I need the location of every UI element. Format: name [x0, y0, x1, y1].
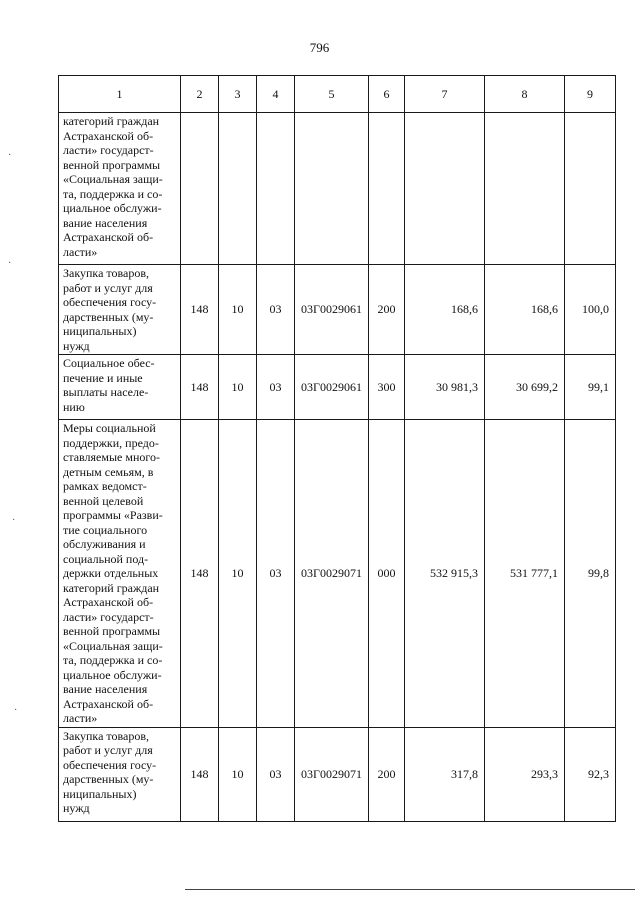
description-line: Астраханской об-	[63, 230, 154, 244]
scan-mark: ·	[14, 705, 18, 716]
code-section: 10	[219, 420, 257, 728]
description-line: венной программы	[63, 624, 161, 638]
code-section: 10	[219, 265, 257, 355]
description-line: ласти»	[63, 711, 98, 725]
amount-planned	[405, 113, 485, 265]
scan-mark: ·	[12, 515, 16, 526]
column-header: 2	[181, 76, 219, 113]
column-header: 3	[219, 76, 257, 113]
description-line: Закупка товаров,	[63, 266, 149, 280]
description-line: обслуживания и	[63, 537, 146, 551]
column-header: 7	[405, 76, 485, 113]
description-line: детным семьям, в	[63, 464, 154, 479]
code-subsection: 03	[257, 727, 295, 821]
description-line: венной программы	[63, 157, 161, 172]
column-header: 1	[59, 76, 181, 113]
table-row	[59, 265, 616, 355]
description-line: Астраханской об-	[63, 696, 154, 711]
amount-planned: 317,8	[405, 727, 485, 821]
code-admin: 148	[181, 355, 219, 420]
percent-executed	[565, 113, 616, 265]
code-expense-type: 200	[369, 727, 405, 821]
code-subsection: 03	[257, 265, 295, 355]
description-line: ласти» государст-	[63, 609, 154, 624]
description-line: Астраханской об-	[63, 595, 154, 609]
description-line: ласти»	[63, 244, 98, 259]
row-description	[59, 355, 181, 420]
code-expense-type	[369, 113, 405, 265]
page-number: 796	[309, 40, 330, 55]
percent-executed: 100,0	[565, 265, 616, 355]
code-target-item: 03Г0029071	[295, 420, 369, 728]
code-admin: 148	[181, 265, 219, 355]
description-line: работ и услуг для	[63, 280, 153, 295]
description-line: Социальное обес-	[63, 356, 155, 370]
table-row	[59, 727, 616, 821]
code-subsection	[257, 113, 295, 265]
description-line: выплаты населе-	[63, 385, 149, 399]
description-line: циальное обслужи-	[63, 667, 162, 682]
code-subsection: 03	[257, 355, 295, 420]
percent-executed: 99,1	[565, 355, 616, 420]
description-line: вание населения	[63, 682, 148, 696]
description-line: работ и услуг для	[63, 743, 153, 757]
footer-rule	[185, 889, 635, 890]
row-description	[59, 113, 181, 265]
description-line: категорий граждан	[63, 114, 160, 128]
description-line: печение и иные	[63, 370, 143, 385]
code-section: 10	[219, 355, 257, 420]
description-line: нию	[63, 399, 85, 414]
table-row	[59, 113, 616, 265]
description-line: программы «Разви-	[63, 508, 163, 522]
code-target-item: 03Г0029071	[295, 727, 369, 821]
code-subsection: 03	[257, 420, 295, 728]
description-line: ласти» государст-	[63, 143, 154, 157]
description-line: та, поддержка и со-	[63, 186, 163, 201]
description-line: держки отдельных	[63, 566, 159, 580]
column-header: 6	[369, 76, 405, 113]
row-description	[59, 420, 181, 728]
column-header: 5	[295, 76, 369, 113]
description-line: ставляемые много-	[63, 450, 161, 464]
description-line: нужд	[63, 338, 90, 353]
description-line: венной целевой	[63, 493, 144, 508]
row-description	[59, 265, 181, 355]
description-line: Закупка товаров,	[63, 728, 149, 743]
code-target-item	[295, 113, 369, 265]
code-admin: 148	[181, 420, 219, 728]
description-line: дарственных (му-	[63, 772, 154, 786]
description-line: та, поддержка и со-	[63, 653, 163, 667]
budget-table	[58, 75, 616, 822]
amount-executed: 293,3	[485, 727, 565, 821]
code-section: 10	[219, 727, 257, 821]
amount-executed: 168,6	[485, 265, 565, 355]
amount-planned: 30 981,3	[405, 355, 485, 420]
column-header: 9	[565, 76, 616, 113]
description-line: категорий граждан	[63, 580, 160, 595]
description-line: Астраханской об-	[63, 128, 154, 143]
code-section	[219, 113, 257, 265]
code-target-item: 03Г0029061	[295, 265, 369, 355]
table-row	[59, 355, 616, 420]
row-description	[59, 727, 181, 821]
table-header-row	[59, 76, 616, 113]
code-expense-type: 200	[369, 265, 405, 355]
amount-planned: 168,6	[405, 265, 485, 355]
amount-executed: 30 699,2	[485, 355, 565, 420]
description-line: дарственных (му-	[63, 309, 154, 324]
description-line: рамках ведомст-	[63, 479, 147, 493]
description-line: «Социальная защи-	[63, 172, 163, 186]
code-admin	[181, 113, 219, 265]
table-row	[59, 420, 616, 728]
description-line: ниципальных)	[63, 786, 137, 801]
scan-mark: ·	[8, 258, 12, 269]
amount-executed	[485, 113, 565, 265]
description-line: обеспечения госу-	[63, 295, 157, 309]
description-line: поддержки, предо-	[63, 435, 159, 450]
amount-executed: 531 777,1	[485, 420, 565, 728]
code-target-item: 03Г0029061	[295, 355, 369, 420]
description-line: циальное обслужи-	[63, 201, 162, 215]
description-line: Меры социальной	[63, 421, 156, 435]
description-line: вание населения	[63, 215, 148, 230]
column-header: 4	[257, 76, 295, 113]
column-header: 8	[485, 76, 565, 113]
scan-mark: ·	[8, 150, 12, 161]
description-line: нужд	[63, 801, 90, 815]
description-line: «Социальная защи-	[63, 638, 163, 653]
percent-executed: 99,8	[565, 420, 616, 728]
description-line: обеспечения госу-	[63, 757, 157, 772]
description-line: тие социального	[63, 522, 148, 537]
amount-planned: 532 915,3	[405, 420, 485, 728]
code-expense-type: 300	[369, 355, 405, 420]
percent-executed: 92,3	[565, 727, 616, 821]
description-line: ниципальных)	[63, 324, 137, 338]
code-expense-type: 000	[369, 420, 405, 728]
code-admin: 148	[181, 727, 219, 821]
description-line: социальной под-	[63, 551, 149, 566]
